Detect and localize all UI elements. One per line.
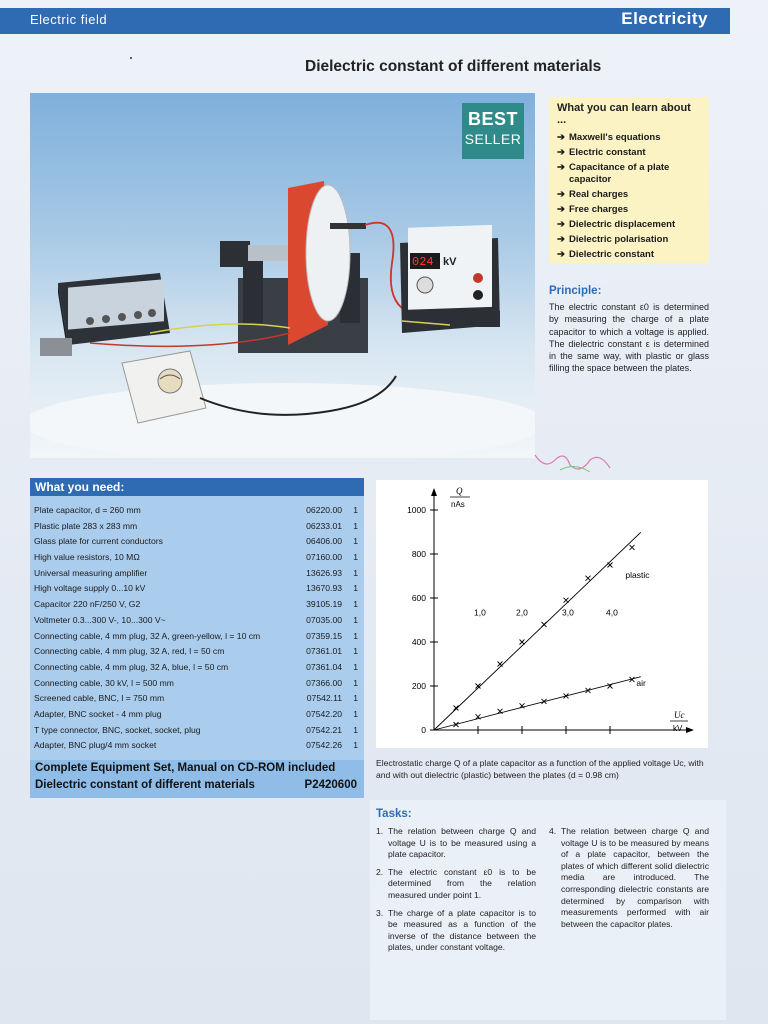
x-tick-label: 4,0 — [606, 607, 618, 618]
item-name: T type connector, BNC, socket, socket, plug — [34, 724, 201, 735]
graph-panel — [376, 480, 708, 748]
table-row — [34, 519, 362, 535]
x-axis-arrow — [686, 727, 694, 733]
table-row — [34, 581, 362, 597]
table-row — [34, 723, 362, 739]
tasks-column-left — [376, 826, 536, 960]
y-tick-label: 0 — [421, 725, 426, 735]
item-code: 06233.01 — [306, 520, 342, 531]
item-qty: 1 — [353, 552, 358, 563]
item-qty: 1 — [353, 583, 358, 594]
x-axis-unit: kV — [673, 724, 683, 733]
item-code: 07359.15 — [306, 630, 342, 641]
principle-heading: Principle: — [549, 285, 602, 297]
equipment-set-name: Dielectric constant of different materials — [35, 779, 255, 791]
tasks-column-right — [549, 826, 709, 936]
apparatus-photo — [30, 93, 535, 458]
header-bar — [0, 8, 730, 34]
item-code: 07542.21 — [306, 724, 342, 735]
y-axis-arrow — [431, 488, 437, 496]
item-code: 07366.00 — [306, 677, 342, 688]
principle-text: The electric constant ε0 is determined by measuring the charge of a plate capacitor to which a voltage is applied. The dielectric constant ε is determined in the same way, with plastic or glass filling the space between the plates. — [549, 302, 709, 374]
learn-about-box — [549, 97, 709, 263]
item-name: Adapter, BNC socket - 4 mm plug — [34, 708, 162, 719]
item-name: Adapter, BNC plug/4 mm socket — [34, 740, 157, 751]
table-row — [34, 644, 362, 660]
item-name: Connecting cable, 4 mm plug, 32 A, red, l = 50 cm — [34, 646, 225, 657]
y-tick-label: 600 — [411, 593, 426, 603]
data-point-plastic — [520, 640, 525, 645]
table-row — [34, 597, 362, 613]
item-code: 06220.00 — [306, 505, 342, 515]
data-point-plastic — [498, 662, 503, 667]
list-item: ➔ Dielectric displacement — [557, 219, 676, 230]
y-tick-label: 1000 — [407, 505, 426, 515]
voltage-display-digits: 024 — [412, 255, 434, 269]
item-qty: 1 — [353, 520, 358, 531]
item-name: Connecting cable, 4 mm plug, 32 A, blue, l = 50 cm — [34, 661, 229, 672]
item-qty: 1 — [353, 708, 358, 719]
learn-heading: What you can learn about ... — [557, 102, 691, 126]
list-item: ➔ Electric constant — [557, 147, 646, 158]
data-point-plastic — [630, 545, 635, 550]
item-name: Plate capacitor, d = 260 mm — [34, 505, 141, 515]
table-row — [34, 613, 362, 629]
table-row — [34, 676, 362, 692]
item-code: 39105.19 — [306, 599, 342, 610]
x-tick-label: 3,0 — [562, 607, 574, 618]
equipment-table — [34, 503, 362, 754]
item-code: 13670.93 — [306, 583, 342, 594]
plate-capacitor — [220, 181, 410, 353]
order-number: P2420600 — [304, 779, 357, 791]
item-qty: 1 — [353, 599, 358, 610]
arrow-right-icon: ➔ — [557, 147, 565, 158]
y-tick-label: 200 — [411, 681, 426, 691]
arrow-right-icon: ➔ — [557, 162, 565, 173]
bestseller-badge — [462, 103, 524, 159]
item-qty: 1 — [353, 646, 358, 657]
item-name: High value resistors, 10 MΩ — [34, 552, 140, 563]
item-qty: 1 — [353, 536, 358, 547]
apparatus-illustration — [30, 93, 535, 458]
graph-caption: Electrostatic charge Q of a plate capacitor as a function of the applied voltage Uc, with and with out dielectric (plastic) between the plates (d = 0.98 cm) — [376, 758, 704, 780]
speck — [130, 57, 132, 59]
table-row — [34, 660, 362, 676]
series-label-plastic: plastic — [625, 570, 650, 581]
voltage-display-unit: kV — [443, 256, 457, 268]
badge-line2: SELLER — [464, 131, 522, 147]
charge-voltage-chart — [376, 480, 708, 748]
item-code: 07160.00 — [306, 552, 342, 563]
equipment-heading: What you need: — [35, 480, 125, 494]
arrow-right-icon: ➔ — [557, 219, 565, 230]
item-code: 06406.00 — [306, 536, 342, 547]
item-code: 13626.93 — [306, 567, 342, 578]
arrow-right-icon: ➔ — [557, 249, 565, 260]
list-item: ➔ Dielectric polarisation — [557, 234, 669, 245]
data-point-plastic — [542, 622, 547, 627]
item-code: 07035.00 — [306, 614, 342, 625]
table-row — [34, 738, 362, 754]
learn-list — [549, 132, 709, 261]
data-point-plastic — [454, 706, 459, 711]
high-voltage-supply — [400, 225, 500, 333]
tasks-heading: Tasks: — [376, 808, 412, 820]
item-code: 07542.26 — [306, 740, 342, 751]
table-row — [34, 550, 362, 566]
item-name: Connecting cable, 30 kV, l = 500 mm — [34, 677, 174, 688]
list-item: ➔ Free charges — [557, 204, 629, 215]
equipment-heading-bar — [30, 478, 364, 496]
y-tick-label: 800 — [411, 549, 426, 559]
item-name: Glass plate for current conductors — [34, 536, 163, 547]
x-axis-label: Uc — [674, 710, 685, 720]
table-row — [34, 691, 362, 707]
item-qty: 1 — [353, 724, 358, 735]
item-qty: 1 — [353, 677, 358, 688]
item-qty: 1 — [353, 661, 358, 672]
task-item: 2. The electric constant ε0 is to be determined from the relation measured under point 1. — [376, 866, 536, 900]
item-qty: 1 — [353, 505, 358, 515]
data-point-plastic — [564, 598, 569, 603]
arrow-right-icon: ➔ — [557, 204, 565, 215]
item-qty: 1 — [353, 740, 358, 751]
data-point-plastic — [586, 576, 591, 581]
table-row — [34, 707, 362, 723]
item-name: High voltage supply 0...10 kV — [34, 583, 146, 594]
list-item: ➔ Real charges — [557, 189, 629, 200]
task-item: 3. The charge of a plate capacitor is to be measured as a function of the inverse of the distance between the plates, under constant voltage. — [376, 907, 536, 953]
task-item: 4. The relation between charge Q and voltage U is to be measured by means of a plate capacitor, between the plates of which different solid dielectric media are introduced. The corresponding dielectric constants are determined by comparison with measurements performed with air between the capacitor plates. — [549, 826, 709, 929]
item-name: Plastic plate 283 x 283 mm — [34, 520, 138, 531]
item-code: 07542.11 — [306, 693, 342, 704]
list-item: ➔ Capacitance of a plate capacitor — [557, 162, 670, 185]
table-row — [34, 503, 362, 519]
item-code: 07542.20 — [306, 708, 342, 719]
item-qty: 1 — [353, 614, 358, 625]
equipment-set-line — [35, 779, 357, 791]
equipment-set-title: Complete Equipment Set, Manual on CD-ROM included — [35, 762, 336, 774]
series-label-air: air — [636, 678, 646, 688]
table-row — [34, 629, 362, 645]
y-axis-unit: nAs — [451, 500, 465, 509]
table-row — [34, 534, 362, 550]
arrow-right-icon: ➔ — [557, 234, 565, 245]
item-name: Screened cable, BNC, l = 750 mm — [34, 693, 165, 704]
item-name: Capacitor 220 nF/250 V, G2 — [34, 599, 141, 610]
arrow-right-icon: ➔ — [557, 132, 565, 143]
table-row — [34, 566, 362, 582]
pen-scribble — [530, 440, 620, 480]
item-name: Connecting cable, 4 mm plug, 32 A, green-yellow, l = 10 cm — [34, 630, 261, 641]
task-item: 1. The relation between charge Q and voltage U is to be measured using a plate capacitor. — [376, 826, 536, 860]
x-tick-label: 2,0 — [516, 607, 528, 618]
item-name: Universal measuring amplifier — [34, 567, 148, 578]
x-tick-label: 1,0 — [474, 607, 486, 618]
category-label: Electricity — [621, 9, 708, 28]
item-qty: 1 — [353, 693, 358, 704]
data-point-plastic — [608, 563, 613, 568]
series-line-plastic — [434, 532, 641, 730]
badge-line1: BEST — [467, 109, 518, 129]
series-line-air — [434, 677, 641, 730]
y-axis-label: Q — [456, 486, 463, 496]
y-tick-label: 400 — [411, 637, 426, 647]
arrow-right-icon: ➔ — [557, 189, 565, 200]
item-qty: 1 — [353, 630, 358, 641]
list-item: ➔ Dielectric constant — [557, 249, 654, 260]
item-code: 07361.04 — [306, 661, 342, 672]
item-code: 07361.01 — [306, 646, 342, 657]
item-qty: 1 — [353, 567, 358, 578]
item-name: Voltmeter 0.3...300 V-, 10...300 V~ — [34, 614, 166, 625]
list-item: ➔ Maxwell's equations — [557, 132, 661, 143]
page-title: Dielectric constant of different materials — [305, 58, 602, 75]
section-label: Electric field — [30, 12, 108, 27]
